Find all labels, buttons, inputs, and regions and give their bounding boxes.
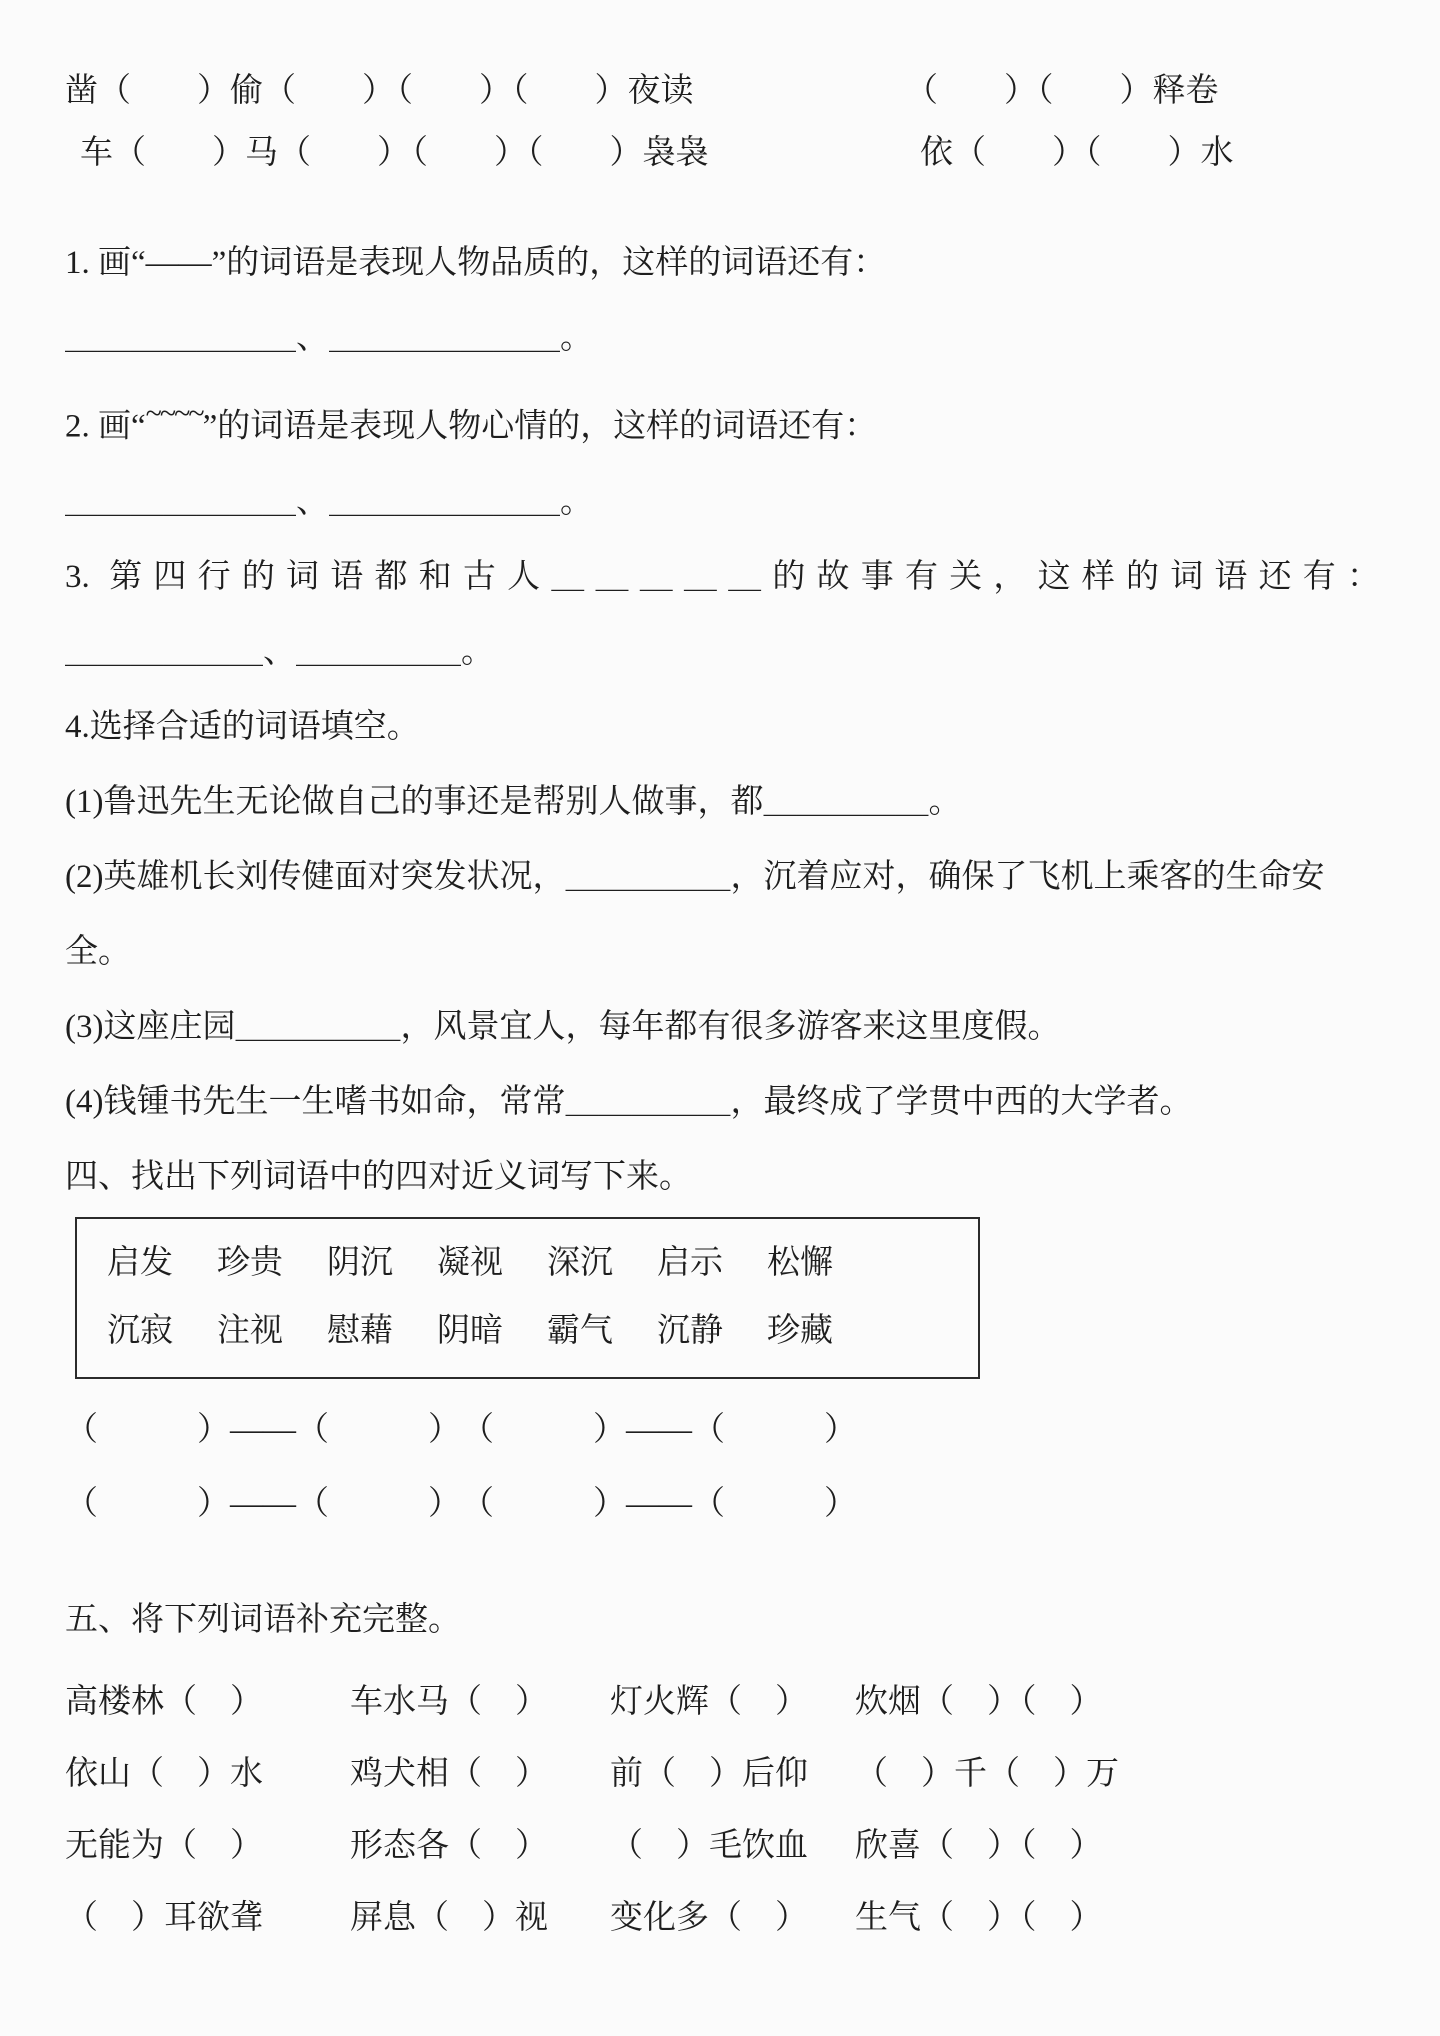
question-1-prompt: 1. 画“——”的词语是表现人物品质的，这样的词语还有：: [65, 245, 887, 281]
idiom-completion-cell: 前（ ）后仰: [610, 1755, 808, 1792]
question-2-answer-blanks: ＿＿＿＿＿＿＿、＿＿＿＿＿＿＿。: [65, 483, 593, 520]
word-bank-item: 霸气: [547, 1312, 613, 1349]
fill-in-row: [65, 60, 1380, 122]
word-bank-item: 启发: [107, 1244, 173, 1281]
fill-in-row: [65, 122, 1380, 184]
synonym-pair-row: （ ）——（ ） （ ）——（ ）: [65, 1411, 857, 1448]
idiom-completion-cell: 高楼林（ ）: [65, 1683, 263, 1720]
word-bank-box: [75, 1217, 980, 1379]
fill-in-cell: （ ）（ ）袅袅: [395, 135, 709, 171]
synonym-pair-row: （ ）——（ ） （ ）——（ ）: [65, 1485, 857, 1522]
word-bank-item: 注视: [217, 1312, 283, 1349]
idiom-completion-cell: 车水马（ ）: [350, 1683, 548, 1720]
word-bank-item: 珍藏: [767, 1312, 833, 1349]
idiom-completion-cell: 无能为（ ）: [65, 1827, 263, 1864]
question-3-answer-blanks: ＿＿＿＿＿＿、＿＿＿＿＿。: [65, 633, 494, 670]
word-bank-item: 松懈: [767, 1244, 833, 1281]
question-4-item-1: (1)鲁迅先生无论做自己的事还是帮别人做事，都＿＿＿＿＿。: [65, 783, 962, 820]
question-4-item-2: (2)英雄机长刘传健面对突发状况，＿＿＿＿＿，沉着应对，确保了飞机上乘客的生命安全。: [65, 858, 1325, 970]
idiom-completion-cell: 灯火辉（ ）: [610, 1683, 808, 1720]
word-bank-row: [107, 1297, 978, 1365]
question-4-item-4: (4)钱锺书先生一生嗜书如命，常常＿＿＿＿＿，最终成了学贯中西的大学者。: [65, 1083, 1193, 1120]
idiom-completion-cell: 炊烟（ ）（ ）: [855, 1683, 1103, 1720]
question-4-heading: 4.选择合适的词语填空。: [65, 708, 420, 745]
idiom-completion-cell: 形态各（ ）: [350, 1827, 548, 1864]
question-3-inline-blank: ＿＿＿＿＿: [551, 558, 773, 595]
question-2-prompt-pre: 2. 画“: [65, 408, 146, 445]
idiom-completion-row: [65, 1882, 1380, 1954]
idiom-completion-cell: （ ）耳欲聋: [65, 1899, 263, 1936]
word-bank-item: 珍贵: [217, 1244, 283, 1281]
word-bank-item: 沉静: [657, 1312, 723, 1349]
word-bank-item: 阴暗: [437, 1312, 503, 1349]
idiom-completion-row: [65, 1810, 1380, 1882]
fill-in-cell: 凿（ ）偷（ ）: [65, 73, 395, 109]
idiom-completion-cell: 生气（ ）（ ）: [855, 1899, 1103, 1936]
idiom-completion-cell: 依山（ ）水: [65, 1755, 263, 1792]
idiom-completion-grid: [65, 1666, 1380, 1954]
idiom-completion-cell: 欣喜（ ）（ ）: [855, 1827, 1103, 1864]
word-bank-item: 启示: [657, 1244, 723, 1281]
question-2-prompt: [65, 376, 1380, 465]
word-bank-item: 阴沉: [327, 1244, 393, 1281]
word-bank-item: 慰藉: [327, 1312, 393, 1349]
word-bank-item: 深沉: [547, 1244, 613, 1281]
question-3-prompt-post: 的故事有关，这样的词语还有：: [772, 558, 1381, 595]
question-4-item-3: (3)这座庄园＿＿＿＿＿，风景宜人，每年都有很多游客来这里度假。: [65, 1008, 1061, 1045]
question-3-prompt: [65, 540, 1380, 615]
word-bank-item: 凝视: [437, 1244, 503, 1281]
word-bank-row: [107, 1229, 978, 1297]
fill-in-cell: 车（ ）马（ ）: [80, 135, 410, 171]
section-4-heading: 四、找出下列词语中的四对近义词写下来。: [65, 1158, 692, 1195]
idiom-completion-row: [65, 1738, 1380, 1810]
word-bank-item: 沉寂: [107, 1312, 173, 1349]
fill-in-cell: （ ）（ ）夜读: [380, 73, 694, 109]
wavy-underline-mark: ~~~~: [145, 397, 203, 430]
idiom-completion-row: [65, 1666, 1380, 1738]
fill-in-cell: （ ）（ ）释卷: [905, 73, 1219, 109]
idiom-completion-cell: 鸡犬相（ ）: [350, 1755, 548, 1792]
idiom-completion-cell: （ ）毛饮血: [610, 1827, 808, 1864]
section-5-heading: 五、将下列词语补充完整。: [65, 1601, 461, 1638]
fill-in-cell: 依（ ）（ ）水: [920, 135, 1234, 171]
question-3-prompt-pre: 3. 第四行的词语都和古人: [65, 558, 552, 595]
question-2-prompt-post: ”的词语是表现人物心情的，这样的词语还有：: [202, 408, 878, 445]
question-1-answer-blanks: ＿＿＿＿＿＿＿、＿＿＿＿＿＿＿。: [65, 320, 593, 356]
idiom-completion-cell: 变化多（ ）: [610, 1899, 808, 1936]
idiom-completion-cell: （ ）千（ ）万: [855, 1755, 1119, 1792]
idiom-completion-cell: 屏息（ ）视: [350, 1899, 548, 1936]
